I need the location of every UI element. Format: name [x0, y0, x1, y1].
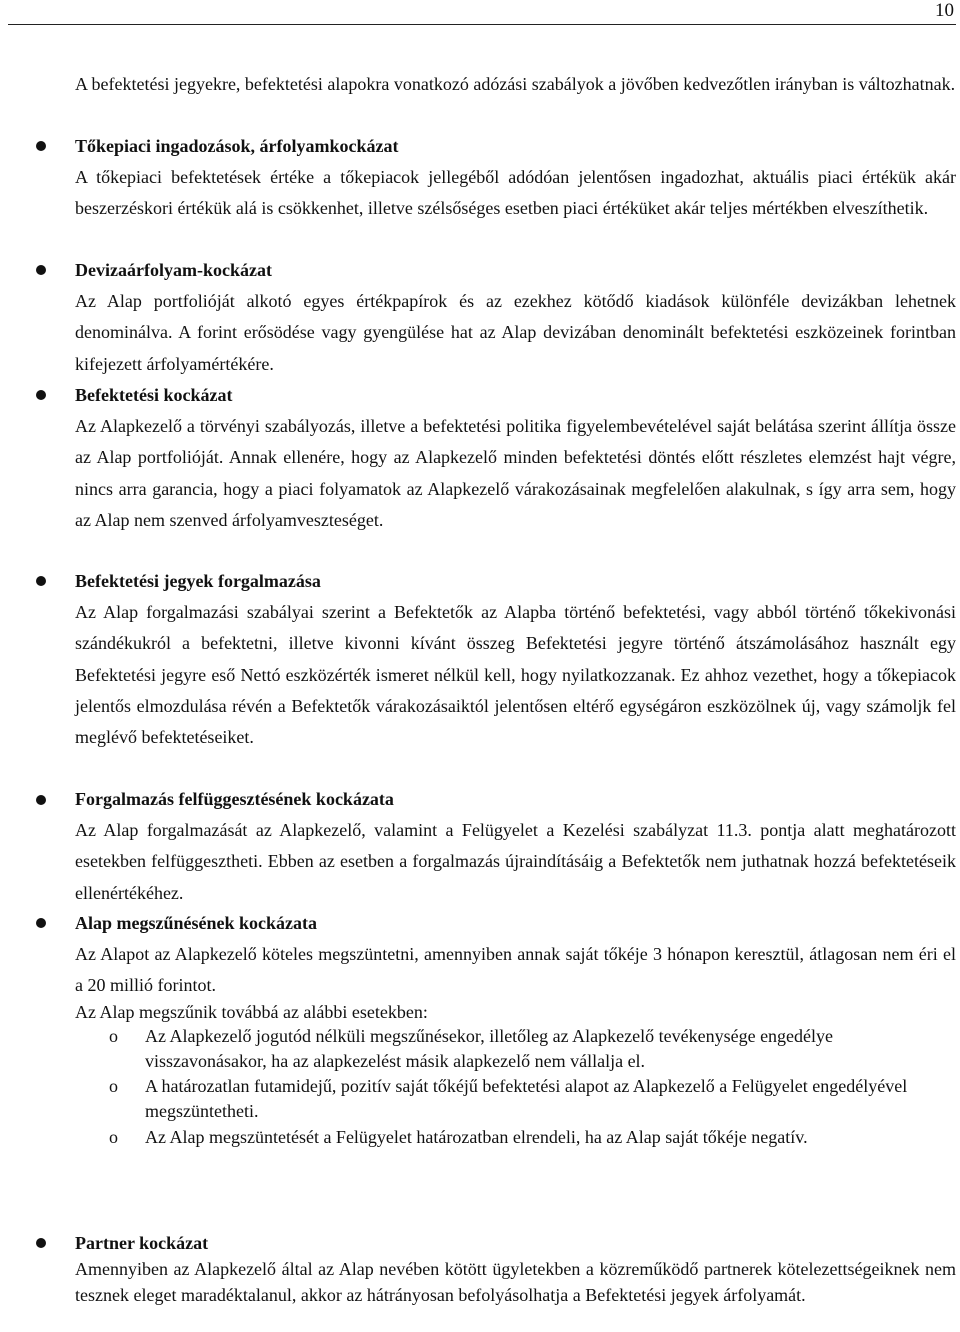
section-heading-investment-risk: Befektetési kockázat	[75, 385, 233, 405]
page-number: 10	[935, 0, 954, 21]
section-body-fx-risk: Az Alap portfolióját alkotó egyes értékpapírok és az ezekhez kötődő kiadások különféle devizákban lehetnek denominálva. A forint erősödése vagy gyengülése hat az Alap devizában denominált befektetési eszközeinek forintban kifejezett árfolyamértékére.	[75, 291, 956, 374]
sub-list-marker: o	[109, 1076, 118, 1096]
section-heading-partner-risk: Partner kockázat	[75, 1233, 209, 1253]
section-heading-termination: Alap megszűnésének kockázata	[75, 913, 317, 933]
sub-list-marker: o	[109, 1127, 118, 1147]
section-body-termination: Az Alapot az Alapkezelő köteles megszüntetni, amennyiben annak saját tőkéje 3 hónapon keresztül, átlagosan nem éri el a 20 millió forintot.	[75, 944, 956, 996]
section-body-market-volatility: A tőkepiaci befektetések értéke a tőkepiacok jellegéből adódóan jelentősen ingadozhat, aktuális piaci értékük akár beszerzéskori értékük alá is csökkenhet, illetve szélsőséges esetben piaci értéküket akár teljes mértékben elveszíthetik.	[75, 167, 956, 219]
header-rule	[8, 24, 956, 25]
intro-paragraph: A befektetési jegyekre, befektetési alapokra vonatkozó adózási szabályok a jövőben kedvezőtlen irányban is változhatnak.	[75, 74, 956, 94]
sub-list-item: Az Alapkezelő jogutód nélküli megszűnésekor, illetőleg az Alapkezelő tevékenysége engedélye visszavonásakor, ha az alapkezelést másik alapkezelő nem vállalja el.	[145, 1026, 834, 1071]
bullet-icon	[36, 265, 46, 275]
bullet-icon	[36, 576, 46, 586]
bullet-icon	[36, 141, 46, 151]
bullet-icon	[36, 918, 46, 928]
section-body-investment-risk: Az Alapkezelő a törvényi szabályozás, illetve a befektetési politika figyelembevételével saját belátása szerint állítja össze az Alap portfolióját. Annak ellenére, hogy az Alapkezelő minden befektetési döntés előtt részletes elemzést hajt végre, nincs arra garancia, hogy a piaci folyamatok az Alapkezelő várakozásainak megfelelően alakulnak, s így arra sem, hogy az Alap nem szenved árfolyamveszteséget.	[75, 416, 956, 530]
section-heading-suspension: Forgalmazás felfüggesztésének kockázata	[75, 789, 394, 809]
bullet-icon	[36, 1238, 46, 1248]
section-heading-fx-risk: Devizaárfolyam-kockázat	[75, 260, 272, 280]
section-body-partner-risk: Amennyiben az Alapkezelő által az Alap nevében kötött ügyletekben a közreműködő partnerek kötelezettségeiknek nem tesznek eleget maradéktalanul, akkor az hátrányosan befolyásolhatja a Befektetési jegyek árfolyamát.	[75, 1259, 956, 1305]
section-body-distribution: Az Alap forgalmazási szabályai szerint a Befektetők az Alapba történő befektetési, vagy abból történő tőkekivonási szándékukról a befektetni, illetve kivonni kívánt összeg Befektetési jegyre történő átszámolásához használt egy Befektetési jegyre eső Nettó eszközérték ismeret nélkül kell, hogy nyilatkozzanak. Ez ahhoz vezethet, hogy a tőkepiacok jelentős elmozdulása révén a Befektetők várakozásaiktól jelentősen eltérő egységáron eszközölnek új, vagy számoljk fel meglévő befektetéseiket.	[75, 602, 956, 748]
sub-list-marker: o	[109, 1026, 118, 1046]
section-heading-distribution: Befektetési jegyek forgalmazása	[75, 571, 321, 591]
bullet-icon	[36, 390, 46, 400]
sub-list-item: A határozatlan futamidejű, pozitív saját tőkéjű befektetési alapot az Alapkezelő a Felügyelet engedélyével megszüntetheti.	[145, 1076, 908, 1121]
section-heading-market-volatility: Tőkepiaci ingadozások, árfolyamkockázat	[75, 136, 399, 156]
bullet-icon	[36, 795, 46, 805]
sub-list-item: Az Alap megszüntetését a Felügyelet határozatban elrendeli, ha az Alap saját tőkéje negatív.	[145, 1127, 808, 1147]
section-body-suspension: Az Alap forgalmazását az Alapkezelő, valamint a Felügyelet a Kezelési szabályzat 11.3. pontja alatt meghatározott esetekben felfüggesztheti. Ebben az esetben a forgalmazás újraindításáig a Befektetők nem juthatnak hozzá befektetéseik ellenértékéhez.	[75, 820, 956, 903]
section-body-termination-cases: Az Alap megszűnik továbbá az alábbi esetekben:	[75, 1002, 428, 1022]
